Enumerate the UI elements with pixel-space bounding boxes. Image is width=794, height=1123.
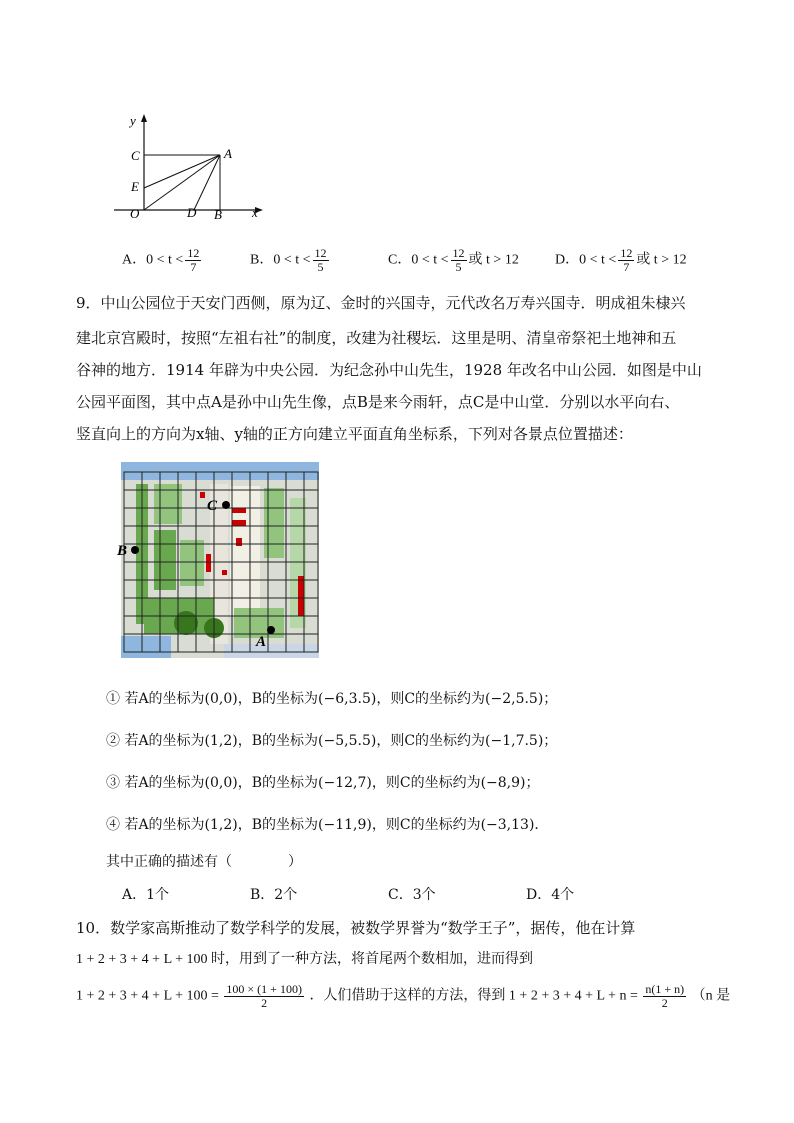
label-A: A: [224, 146, 232, 161]
label-E: E: [131, 179, 139, 194]
q10-line-2: 1 + 2 + 3 + 4 + L + 100 时，用到了一种方法，将首尾两个数相加，进而得到: [76, 952, 534, 967]
q9-line-4: 公园平面图，其中点A是孙中山先生像，点B是来今雨轩，点C是中山堂．分别以水平向右、: [76, 393, 680, 411]
label-y: y: [130, 113, 136, 128]
q10-tail: （n 是: [691, 988, 731, 1004]
map-label-A: A: [256, 634, 267, 650]
q10-sum-lhs: 1 + 2 + 3 + 4 + L + 100 =: [76, 988, 219, 1004]
q8-option-label: A．: [122, 252, 147, 268]
label-B: B: [214, 207, 222, 222]
q8-option-fraction: $\frac{12}{7}$: [620, 246, 633, 274]
q10-fraction-1: $\frac{100 \times (1 + 100)}{2}$: [226, 982, 302, 1010]
q8-option-a: [122, 247, 203, 274]
q9-line-5: 竖直向上的方向为x轴、y轴的正方向建立平面直角坐标系，下列对各景点位置描述：: [76, 425, 633, 443]
q9-line-1: 9．中山公园位于天安门西侧，原为辽、金时的兴国寺，元代改名万寿兴国寺．明成祖朱棣兴: [76, 294, 686, 312]
label-C: C: [131, 148, 140, 163]
q8-option-fraction: $\frac{12}{7}$: [187, 246, 200, 274]
q9-option-c: C．3个: [388, 887, 436, 903]
q8-option-suffix: 或 t > 12: [636, 252, 687, 268]
statement-3: ③ 若A的坐标为(0,0)，B的坐标为(−12,7)，则C的坐标约为(−8,9)；: [106, 775, 540, 791]
q9-option-d: D．4个: [526, 887, 575, 903]
q8-option-label: B．: [250, 252, 274, 268]
q8-option-label: C．: [388, 252, 412, 268]
point-B: [131, 546, 139, 554]
q9-option-a: A．1个: [122, 887, 170, 903]
park-map: [114, 458, 326, 664]
statement-1: ① 若A的坐标为(0,0)，B的坐标为(−6,3.5)，则C的坐标约为(−2,5.5)；: [106, 691, 558, 707]
map-label-B: B: [117, 543, 128, 559]
q9-line-3: 谷神的地方．1914 年辟为中央公园．为纪念孙中山先生，1928 年改名中山公园．如图是中山: [76, 361, 702, 379]
q8-option-fraction: $\frac{12}{5}$: [452, 246, 465, 274]
point-C: [222, 501, 230, 509]
label-x: x: [252, 205, 258, 220]
label-O: O: [130, 206, 140, 221]
q8-option-d: [555, 247, 687, 274]
q8-option-fraction: $\frac{12}{5}$: [314, 246, 327, 274]
q10-line-3: [76, 983, 730, 1010]
q10-line-1: 10．数学家高斯推动了数学科学的发展，被数学界誉为“数学王子”，据传，他在计算: [76, 919, 636, 937]
q8-option-inequality: 0 < t <: [146, 252, 184, 268]
statement-2: ② 若A的坐标为(1,2)，B的坐标为(−5,5.5)，则C的坐标约为(−1,7.5)；: [106, 733, 558, 749]
q10-mid-text: ．人们借助于这样的方法，得到 1 + 2 + 3 + 4 + L + n =: [309, 988, 638, 1004]
q9-line-2: 建北京宫殿时，按照“左祖右社”的制度，改建为社稷坛．这里是明、清皇帝祭祀土地神和五: [76, 329, 677, 347]
q9-option-b: B．2个: [250, 887, 298, 903]
q8-option-inequality: 0 < t <: [579, 252, 617, 268]
q8-option-c: [388, 247, 519, 274]
q10-fraction-2: $\frac{n(1 + n)}{2}$: [645, 982, 685, 1010]
q9-question: 其中正确的描述有（ ）: [106, 854, 302, 870]
map-label-C: C: [207, 498, 218, 514]
q8-option-b: [250, 247, 331, 274]
coordinate-figure: [108, 110, 268, 230]
q8-option-suffix: 或 t > 12: [468, 252, 519, 268]
statement-4: ④ 若A的坐标为(1,2)，B的坐标为(−11,9)，则C的坐标约为(−3,13)．: [106, 817, 549, 833]
label-D: D: [187, 205, 197, 220]
q8-option-inequality: 0 < t <: [411, 252, 449, 268]
q8-option-inequality: 0 < t <: [273, 252, 311, 268]
q8-option-label: D．: [555, 252, 580, 268]
point-A: [267, 626, 275, 634]
